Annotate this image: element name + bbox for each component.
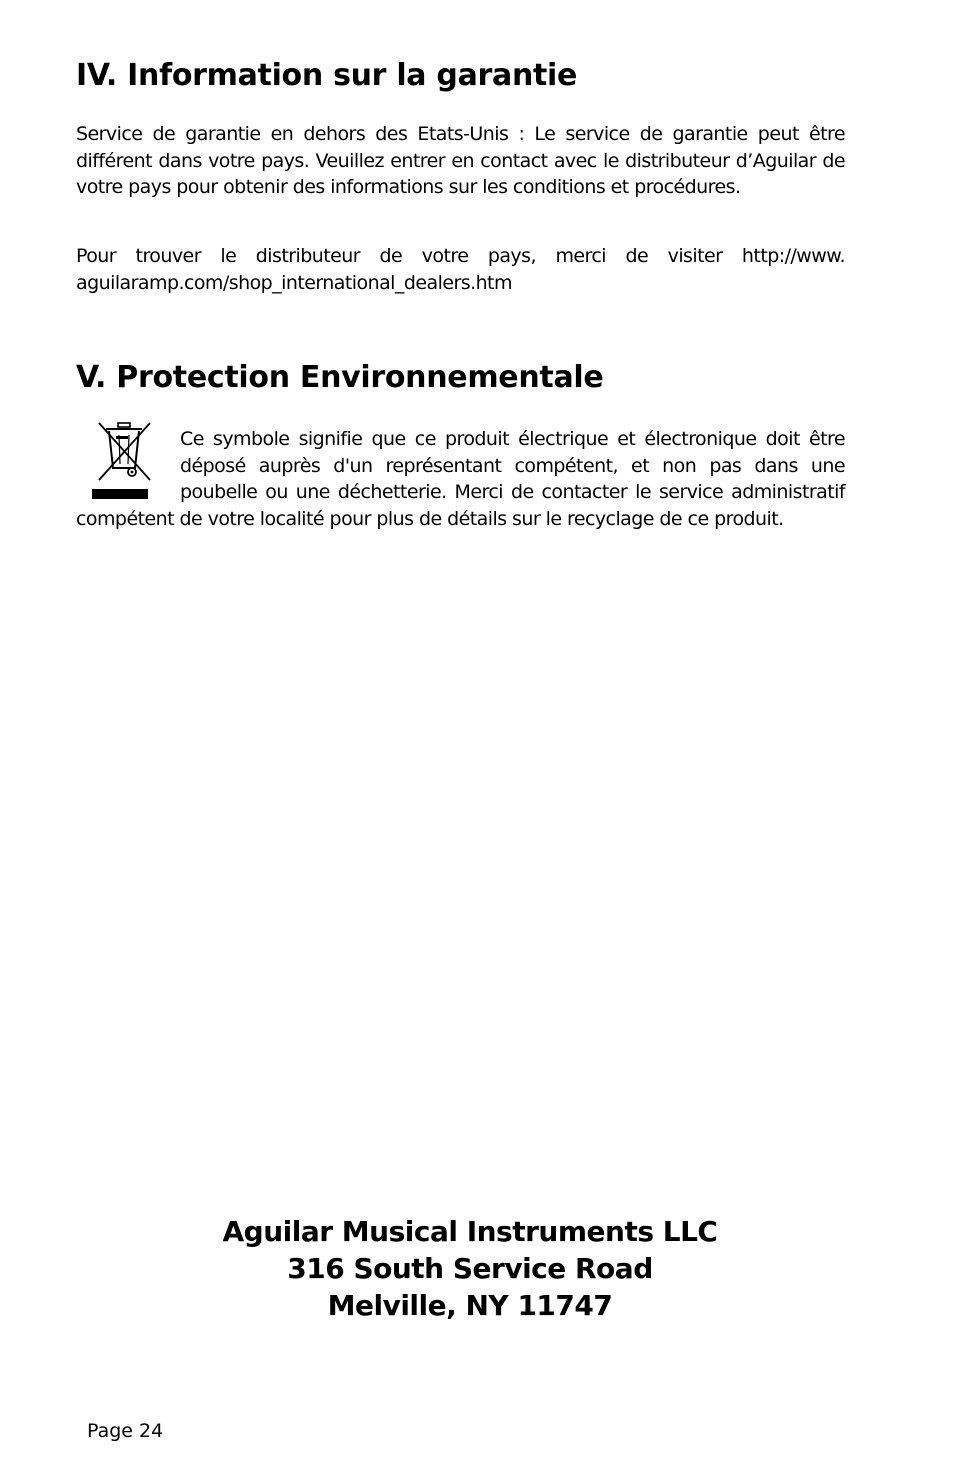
environment-paragraph: Ce symbole signifie que ce produit électrique et électronique doit être déposé auprès d'un représentant compétent, et non pas dans une poubelle ou une déchetterie. Merci de contacter le service administratif compétent de votre localité pour plus de détails sur le recyclage de ce produit. [76, 428, 845, 530]
environment-block [76, 426, 845, 532]
company-city: Melville, NY 11747 [327, 1289, 613, 1322]
company-address [0, 1213, 940, 1324]
warranty-paragraph-outside-us: Service de garantie en dehors des Etats-Unis : Le service de garantie peut être différent dans votre pays. Veuillez entrer en contact avec le distributeur d’Aguilar de votre pays pour obtenir des informations sur les conditions et procédures. [76, 123, 845, 198]
environment-section-title: V. Protection Environnementale [76, 360, 604, 395]
company-street: 316 South Service Road [287, 1252, 653, 1285]
warranty-section-title: IV. Information sur la garantie [76, 58, 578, 93]
page-number: Page 24 [87, 1420, 164, 1442]
company-name: Aguilar Musical Instruments LLC [222, 1215, 718, 1248]
weee-crossed-bin-icon [90, 420, 168, 500]
warranty-paragraph-dealer-link: Pour trouver le distributeur de votre pays, merci de visiter http://www. aguilaramp.com/shop_international_dealers.htm [76, 245, 845, 294]
